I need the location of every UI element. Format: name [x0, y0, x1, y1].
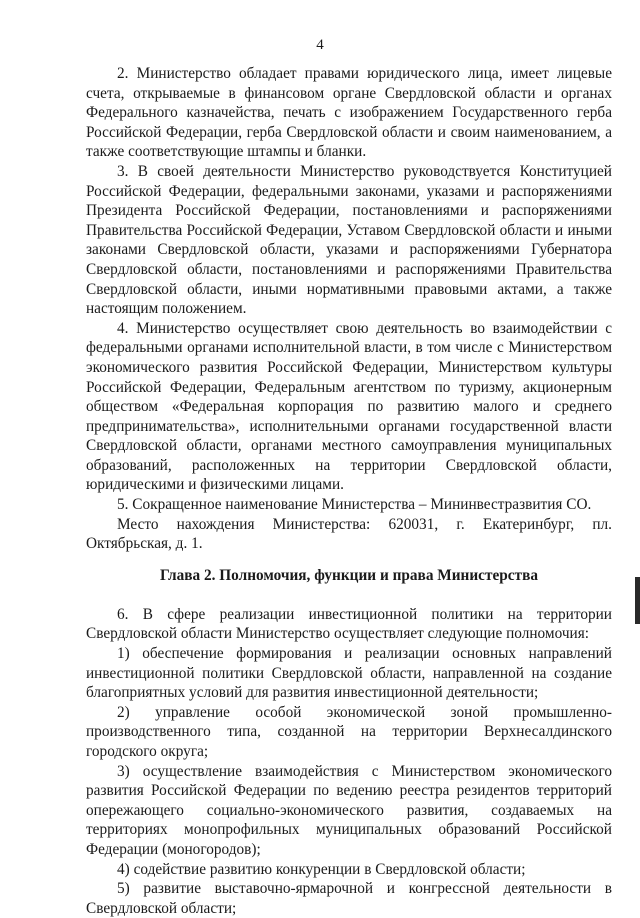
page-number: 4: [316, 37, 324, 53]
document-body: [86, 64, 612, 918]
paragraph-item-5: 5. Сокращенное наименование Министерства – Мининвестразвития СО.: [117, 496, 592, 514]
list-item-2: 2) управление особой экономической зоной промышленно-производственного типа, созданной на территории Верхнесалдинского городского округа;: [86, 703, 612, 760]
list-item-1: 1) обеспечение формирования и реализации основных направлений инвестиционной политики Свердловской области, направленной на создание благоприятных условий для развития инвестиционной деятельности;: [86, 645, 612, 702]
scan-edge-mark: [635, 577, 640, 624]
paragraph-item-6: 6. В сфере реализации инвестиционной политики на территории Свердловской области Министерство осуществляет следующие полномочия:: [86, 605, 612, 643]
paragraph-item-2: 2. Министерство обладает правами юридического лица, имеет лицевые счета, открываемые в финансовом органе Свердловской области и органах Федерального казначейства, печать с изображением Государственного герба Российской Федерации, герба Свердловской области и своим наименованием, а также соответствующие штампы и бланки.: [86, 65, 612, 161]
paragraph-item-4: 4. Министерство осуществляет свою деятельность во взаимодействии с федеральными органами исполнительной власти, в том числе с Министерством экономического развития Российской Федерации, Министерством культуры Российской Федерации, Федеральным агентством по туризму, акционерным обществом «Федеральная корпорация по развитию малого и среднего предпринимательства», исполнительными органами государственной власти Свердловской области, органами местного самоуправления муниципальных образований, расположенных на территории Свердловской области, юридическими и физическими лицами.: [86, 319, 612, 494]
spacer: [86, 554, 612, 566]
chapter-heading: Глава 2. Полномочия, функции и права Министерства: [160, 566, 538, 584]
list-item-5: 5) развитие выставочно-ярмарочной и конгрессной деятельности в Свердловской области;: [86, 880, 612, 917]
spacer: [86, 586, 612, 605]
paragraph-item-3: 3. В своей деятельности Министерство руководствуется Конституцией Российской Федерации, федеральными законами, указами и распоряжениями Президента Российской Федерации, постановлениями и распоряжениями Правительства Российской Федерации, Уставом Свердловской области и иными законами Свердловской области, указами и распоряжениями Губернатора Свердловской области, постановлениями и распоряжениями Правительства Свердловской области, иными нормативными правовыми актами, а также настоящим положением.: [86, 162, 612, 318]
paragraph-location: Место нахождения Министерства: 620031, г. Екатеринбург, пл. Октябрьская, д. 1.: [86, 515, 612, 553]
list-item-3: 3) осуществление взаимодействия с Министерством экономического развития Российской Федерации по ведению реестра резидентов территорий опережающего социально-экономического развития, создаваемых на территориях монопрофильных муниципальных образований Российской Федерации (моногородов);: [86, 762, 612, 858]
list-item-4: 4) содействие развитию конкуренции в Свердловской области;: [117, 860, 526, 878]
